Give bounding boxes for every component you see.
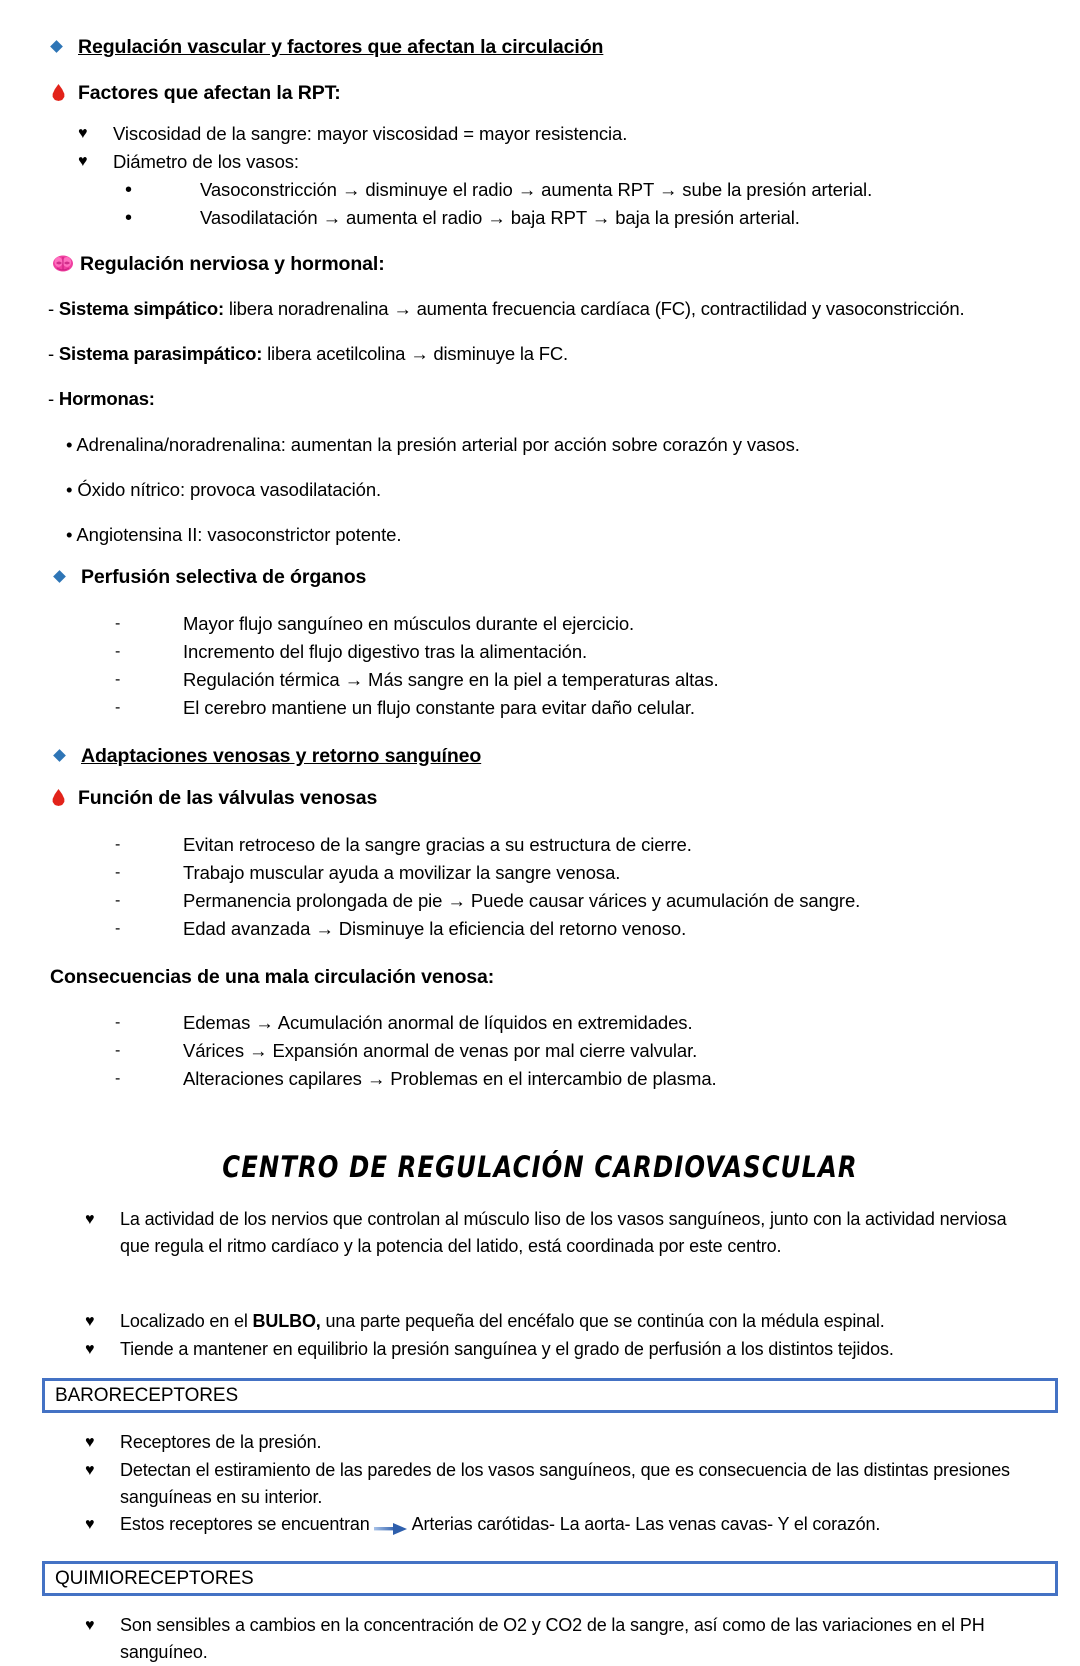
sub-list-item <box>125 176 1080 204</box>
list-item <box>115 1065 1080 1093</box>
dash-bullet-icon: - <box>115 699 121 716</box>
list-item <box>78 120 1080 148</box>
hormonas-line <box>48 385 1080 412</box>
dash-bullet-icon: - <box>115 615 121 632</box>
dash-bullet-icon: - <box>115 892 121 909</box>
list-item-label: Diámetro de los vasos: <box>113 151 299 172</box>
line-prefix: - <box>48 298 59 319</box>
section-heading-regulacion-nerviosa <box>52 252 1080 279</box>
blood-drop-icon <box>52 786 78 811</box>
heading-text: Factores que afectan la RPT: <box>78 82 341 104</box>
list-item <box>115 831 1080 859</box>
dash-bullet-icon: - <box>115 864 121 881</box>
list-item <box>115 1009 1080 1037</box>
blue-diamond-icon <box>55 744 81 760</box>
list-item <box>85 1206 1040 1260</box>
document-page <box>0 35 1080 1662</box>
dash-bullet-icon: - <box>115 643 121 660</box>
hormone-item: • Adrenalina/noradrenalina: aumentan la presión arterial por acción sobre corazón y vasos. <box>66 434 800 455</box>
list-item-label: Son sensibles a cambios en la concentración de O2 y CO2 de la sangre, así como de las variaciones en el PH sanguíneo. <box>120 1615 985 1662</box>
list-item <box>115 638 1080 666</box>
line-bold: Sistema parasimpático: <box>58 343 263 364</box>
list-item <box>78 148 1080 176</box>
list-item <box>115 666 1080 694</box>
heart-bullet-icon: ♥ <box>85 1516 95 1533</box>
list-item-label <box>120 1308 1040 1335</box>
dot-bullet-icon: • <box>125 207 133 229</box>
dash-bullet-icon: - <box>115 1014 121 1031</box>
blue-diamond-icon <box>52 35 78 51</box>
list-item-label: La actividad de los nervios que controlan al músculo liso de los vasos sanguíneos, junto con la actividad nerviosa que regula el ritmo cardíaco y la potencia del latido, está coordinada por este centro. <box>120 1209 1007 1256</box>
heading-text: Adaptaciones venosas y retorno sanguíneo <box>81 745 482 767</box>
list-item-label: Trabajo muscular ayuda a movilizar la sangre venosa. <box>183 862 621 883</box>
list-item-label: El cerebro mantiene un flujo constante para evitar daño celular. <box>183 697 695 718</box>
list-item-label: Edemas → Acumulación anormal de líquidos en extremidades. <box>183 1012 693 1033</box>
list-item <box>85 1308 1040 1336</box>
list-item-label: Tiende a mantener en equilibrio la presión sanguínea y el grado de perfusión a los distintos tejidos. <box>120 1339 894 1359</box>
list-item <box>85 1336 1040 1364</box>
right-arrow-icon <box>374 1517 408 1531</box>
section-heading-regulacion-vascular <box>52 35 1080 59</box>
page-title: CENTRO DE REGULACIÓN CARDIOVASCULAR <box>222 1150 858 1184</box>
hormone-item: • Óxido nítrico: provoca vasodilatación. <box>66 479 382 500</box>
heading-text: Función de las válvulas venosas <box>78 787 378 809</box>
sub-list-item-label: Vasodilatación → aumenta el radio → baja RPT → baja la presión arterial. <box>200 207 800 228</box>
heading-text: Regulación nerviosa y hormonal: <box>80 253 385 275</box>
list-item-label: Viscosidad de la sangre: mayor viscosidad = mayor resistencia. <box>113 123 628 144</box>
brain-icon <box>52 252 80 279</box>
line-bold: Hormonas: <box>58 388 155 409</box>
list-item <box>85 1511 1040 1539</box>
list-item-label: Permanencia prolongada de pie → Puede causar várices y acumulación de sangre. <box>183 890 861 911</box>
section-box-barorreceptores <box>42 1378 1058 1413</box>
dot-bullet-icon: • <box>125 179 133 201</box>
dash-bullet-icon: - <box>115 1042 121 1059</box>
list-item-label: Evitan retroceso de la sangre gracias a su estructura de cierre. <box>183 834 692 855</box>
heart-bullet-icon: ♥ <box>85 1313 95 1330</box>
list-item-label: Receptores de la presión. <box>120 1432 322 1452</box>
line-bold: Sistema simpático: <box>58 298 224 319</box>
dash-bullet-icon: - <box>115 1070 121 1087</box>
list-item-label: Edad avanzada → Disminuye la eficiencia del retorno venoso. <box>183 918 687 939</box>
list-item-label <box>120 1511 1040 1538</box>
heart-bullet-icon: ♥ <box>85 1211 95 1228</box>
list-item <box>115 610 1080 638</box>
line-prefix: - <box>48 388 59 409</box>
label-pre: Localizado en el <box>120 1311 253 1331</box>
list-item-label: Regulación térmica → Más sangre en la piel a temperaturas altas. <box>183 669 719 690</box>
list-item <box>115 694 1080 722</box>
section-heading-valvulas-venosas <box>52 786 1080 811</box>
list-item <box>115 887 1080 915</box>
list-item-label: Incremento del flujo digestivo tras la alimentación. <box>183 641 588 662</box>
heart-bullet-icon: ♥ <box>78 153 88 170</box>
list-item-label: Detectan el estiramiento de las paredes de los vasos sanguíneos, que es consecuencia de las distintas presiones sanguíneas en su interior. <box>120 1460 1010 1507</box>
line-rest: libera acetilcolina → disminuye la FC. <box>262 343 568 364</box>
heart-bullet-icon: ♥ <box>85 1434 95 1451</box>
heart-bullet-icon: ♥ <box>85 1617 95 1634</box>
list-item <box>85 1429 1040 1457</box>
section-box-quimiorreceptores <box>42 1561 1058 1596</box>
heart-bullet-icon: ♥ <box>85 1462 95 1479</box>
simpatico-line <box>48 295 1080 322</box>
box-title-label: QUIMIORECEPTORES <box>55 1567 254 1589</box>
heading-text: Perfusión selectiva de órganos <box>81 566 367 588</box>
blood-drop-icon <box>52 81 78 106</box>
label-post: una parte pequeña del encéfalo que se continúa con la médula espinal. <box>320 1311 885 1331</box>
heart-bullet-icon: ♥ <box>85 1341 95 1358</box>
hormone-item: • Angiotensina II: vasoconstrictor potente. <box>66 524 402 545</box>
section-heading-perfusion-selectiva <box>55 565 1080 589</box>
label-pre: Estos receptores se encuentran <box>120 1514 370 1534</box>
heart-bullet-icon: ♥ <box>78 125 88 142</box>
list-item-label: Alteraciones capilares → Problemas en el intercambio de plasma. <box>183 1068 717 1089</box>
dash-bullet-icon: - <box>115 920 121 937</box>
section-heading-adaptaciones-venosas <box>55 744 1080 768</box>
list-item <box>85 1457 1040 1511</box>
section-heading-factores-rpt <box>52 81 1080 106</box>
parasimpatico-line <box>48 340 1080 367</box>
label-bold: BULBO, <box>252 1311 321 1331</box>
blue-diamond-icon <box>55 565 81 581</box>
sub-list-item <box>125 204 1080 232</box>
list-item <box>115 915 1080 943</box>
list-item-label: Mayor flujo sanguíneo en músculos durante el ejercicio. <box>183 613 635 634</box>
label-post: Arterias carótidas- La aorta- Las venas cavas- Y el corazón. <box>411 1514 881 1534</box>
dash-bullet-icon: - <box>115 671 121 688</box>
list-item <box>115 859 1080 887</box>
list-item <box>115 1037 1080 1065</box>
line-prefix: - <box>48 343 59 364</box>
heading-text: Regulación vascular y factores que afectan la circulación <box>78 36 604 58</box>
dash-bullet-icon: - <box>115 836 121 853</box>
line-rest: libera noradrenalina → aumenta frecuencia cardíaca (FC), contractilidad y vasoconstricción. <box>223 298 965 319</box>
sub-list-item-label: Vasoconstricción → disminuye el radio → aumenta RPT → sube la presión arterial. <box>200 179 873 200</box>
list-item-label: Várices → Expansión anormal de venas por mal cierre valvular. <box>183 1040 698 1061</box>
box-title-label: BARORECEPTORES <box>55 1384 239 1406</box>
section-heading-consecuencias: Consecuencias de una mala circulación venosa: <box>50 966 495 988</box>
list-item <box>85 1612 1040 1666</box>
